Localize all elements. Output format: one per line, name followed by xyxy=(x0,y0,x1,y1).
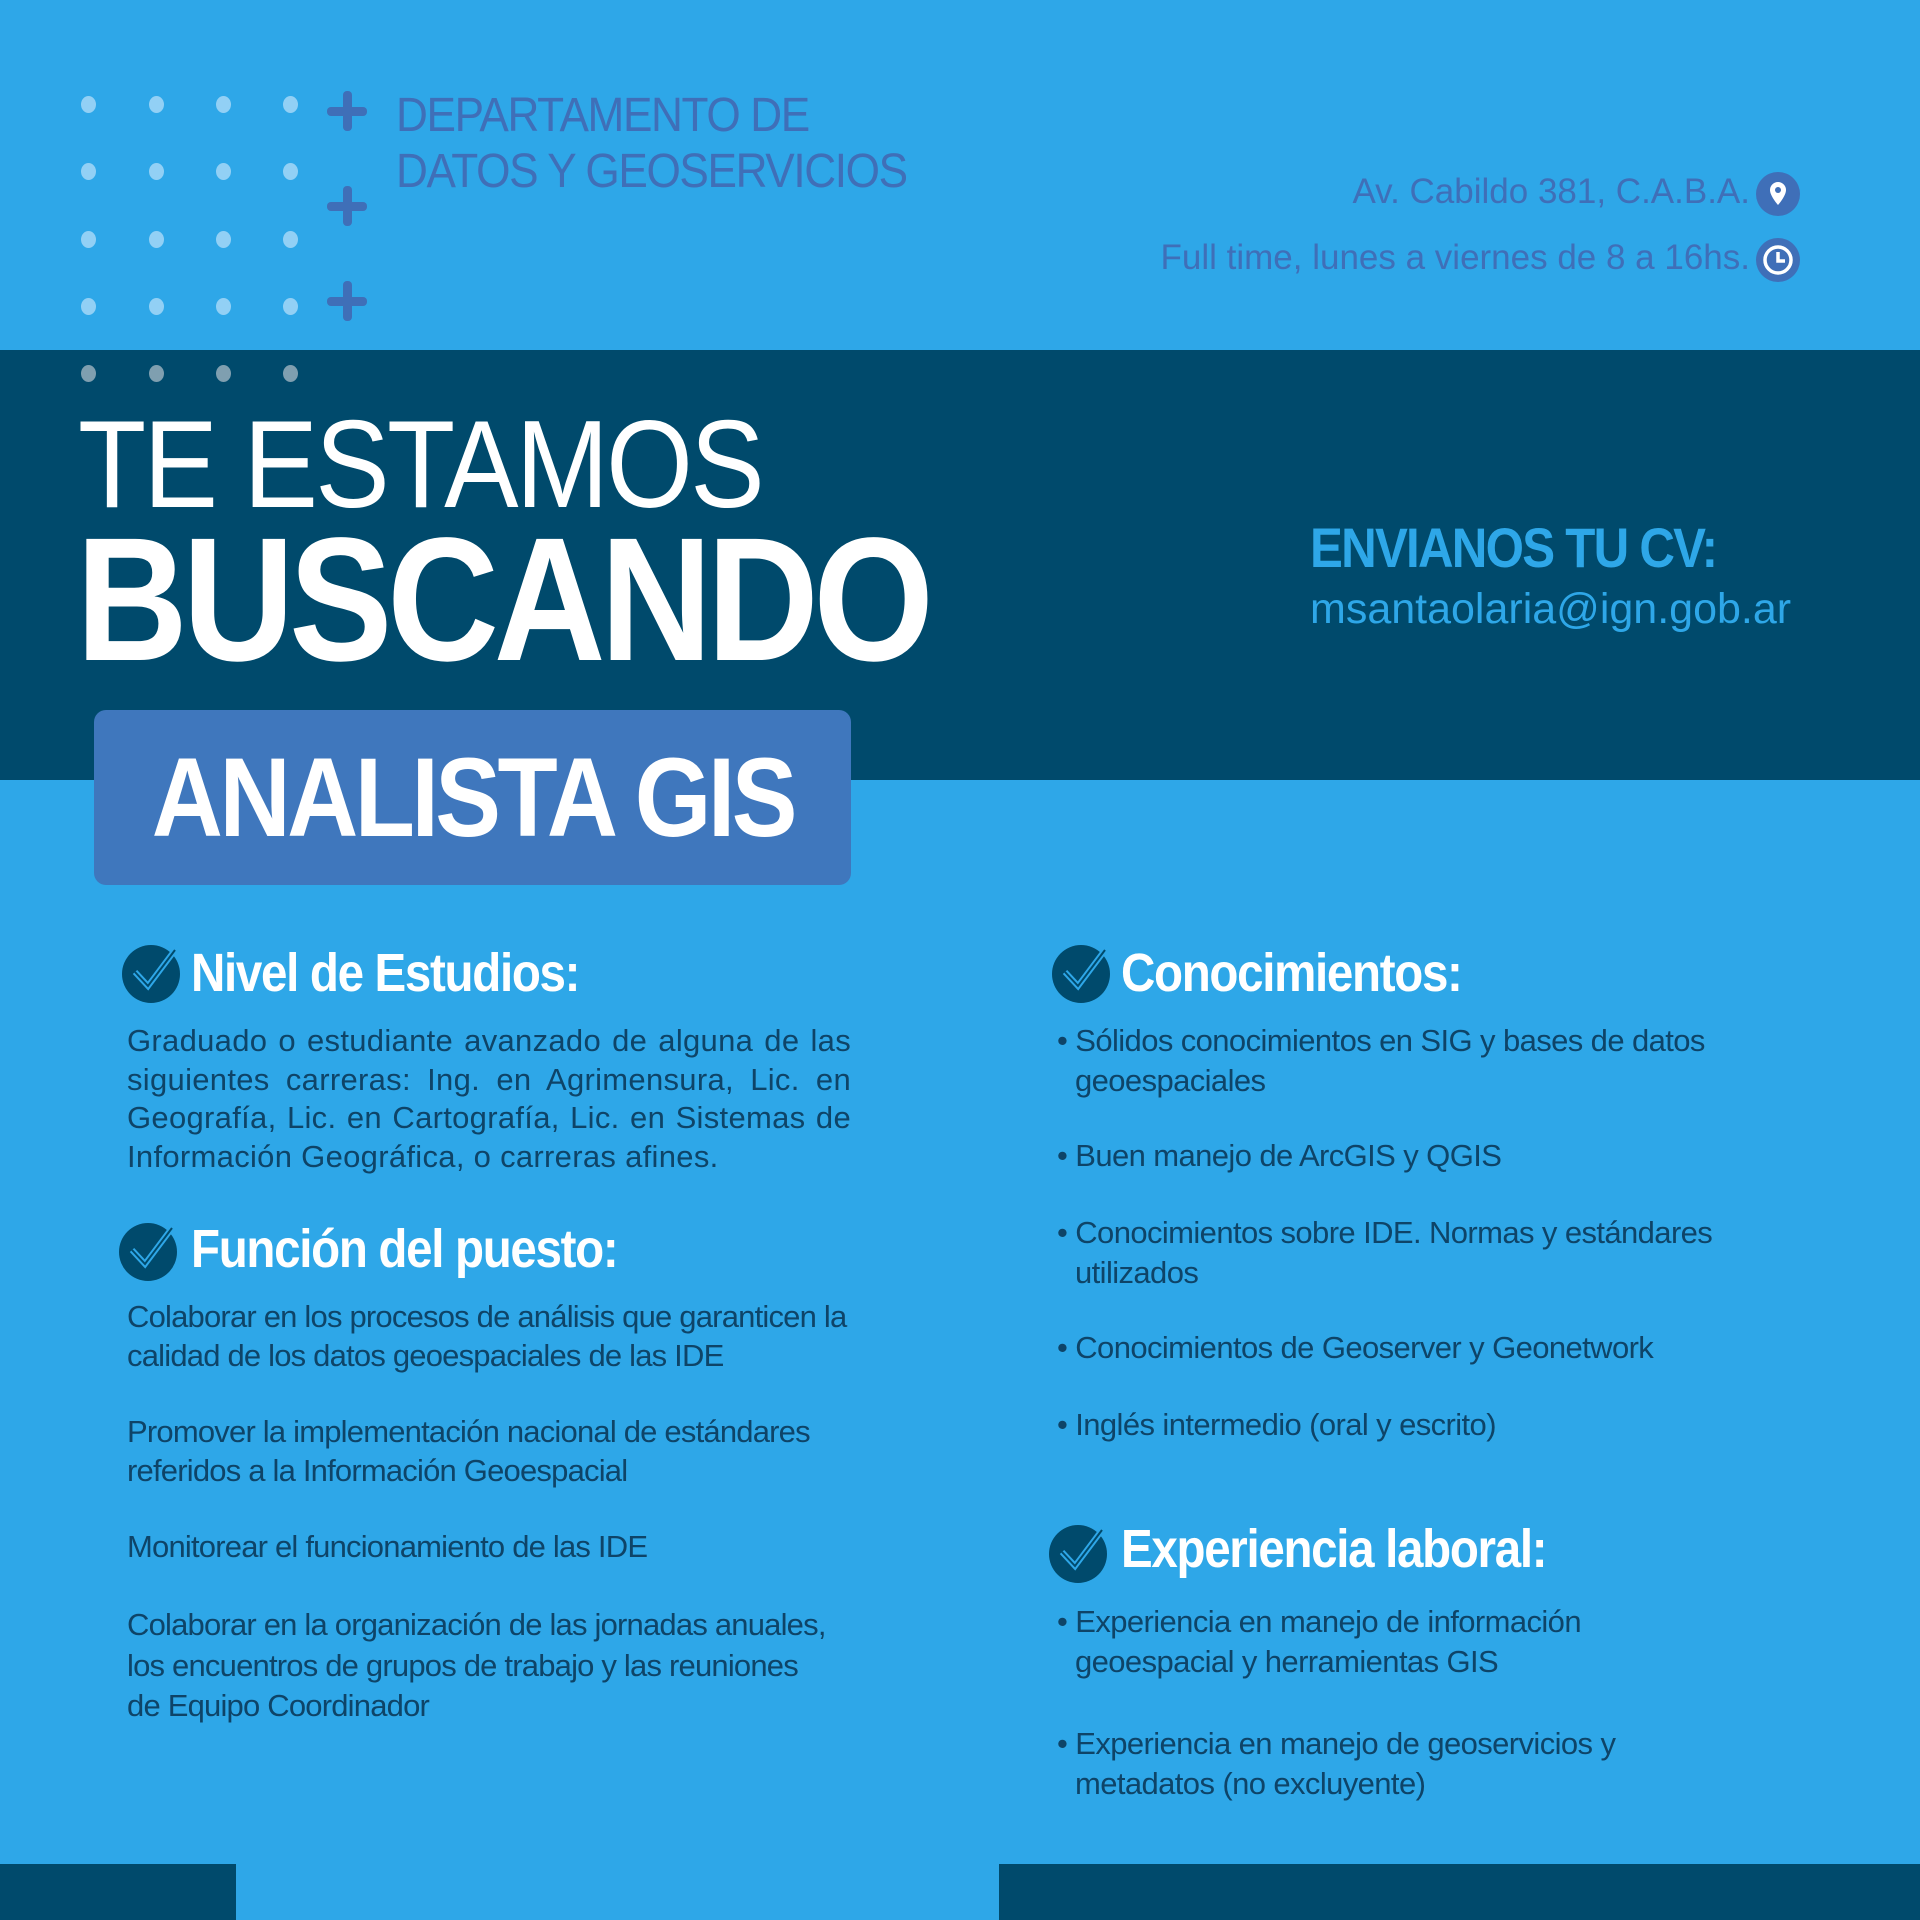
plus-icon xyxy=(327,281,367,321)
headline-line-1: TE ESTAMOS xyxy=(78,396,763,534)
decorative-dot xyxy=(149,365,164,382)
plus-icon xyxy=(327,91,367,131)
decorative-dot xyxy=(149,96,164,113)
location-pin-icon xyxy=(1756,172,1800,216)
funcion-item: Colaborar en la organización de las jornadas anuales, los encuentros de grupos de trabajo y las reuniones de Equipo Coordinador xyxy=(127,1607,826,1723)
department-title xyxy=(396,88,907,200)
decorative-dot xyxy=(81,96,96,113)
conocimientos-item: • Conocimientos sobre IDE. Normas y estándares utilizados xyxy=(1057,1215,1713,1290)
decorative-dot xyxy=(283,231,298,248)
decorative-dot xyxy=(283,163,298,180)
role-title: ANALISTA GIS xyxy=(151,735,794,860)
experiencia-item: • Experiencia en manejo de geoservicios y metadatos (no excluyente) xyxy=(1057,1726,1616,1801)
conocimientos-item: • Inglés intermedio (oral y escrito) xyxy=(1057,1407,1496,1442)
decorative-dot xyxy=(81,163,96,180)
decorative-dot xyxy=(283,298,298,315)
funcion-item: Promover la implementación nacional de estándares referidos a la Información Geoespacial xyxy=(127,1414,810,1488)
clock-icon xyxy=(1756,238,1800,282)
check-circle-icon xyxy=(1051,942,1113,1004)
plus-icon xyxy=(327,186,367,226)
decorative-dot xyxy=(216,298,231,315)
check-circle-icon xyxy=(118,1220,180,1282)
section-title-experiencia: Experiencia laboral: xyxy=(1121,1519,1547,1579)
decorative-dot xyxy=(283,365,298,382)
check-circle-icon xyxy=(1048,1522,1110,1584)
funcion-item: Colaborar en los procesos de análisis que garanticen la calidad de los datos geoespaciales de las IDE xyxy=(127,1299,847,1373)
decorative-dot xyxy=(149,231,164,248)
section-title-estudios: Nivel de Estudios: xyxy=(191,943,580,1003)
department-line-2: DATOS Y GEOSERVICIOS xyxy=(396,145,907,198)
email-link[interactable]: msantaolaria@ign.gob.ar xyxy=(1310,585,1792,633)
schedule-text: Full time, lunes a viernes de 8 a 16hs. xyxy=(1160,238,1750,277)
conocimientos-item: • Sólidos conocimientos en SIG y bases de datos geoespaciales xyxy=(1057,1023,1705,1098)
decorative-dot xyxy=(149,298,164,315)
role-badge xyxy=(94,710,851,885)
footer-bar-right xyxy=(999,1864,1920,1920)
address-text: Av. Cabildo 381, C.A.B.A. xyxy=(1352,172,1750,211)
funcion-item: Monitorear el funcionamiento de las IDE xyxy=(127,1529,648,1564)
conocimientos-item: • Buen manejo de ArcGIS y QGIS xyxy=(1057,1138,1502,1173)
decorative-dot xyxy=(216,365,231,382)
decorative-dot xyxy=(81,365,96,382)
decorative-dot xyxy=(216,96,231,113)
check-circle-icon xyxy=(121,942,183,1004)
experiencia-item: • Experiencia en manejo de información geoespacial y herramientas GIS xyxy=(1057,1604,1581,1679)
estudios-text: Graduado o estudiante avanzado de alguna de las siguientes carreras: Ing. en Agrimensura, Lic. en Geografía, Lic. en Cartografía, Lic. en Sistemas de Información Geográfica, o carreras afines. xyxy=(127,1023,851,1174)
conocimientos-item: • Conocimientos de Geoserver y Geonetwork xyxy=(1057,1330,1654,1365)
cv-label: ENVIANOS TU CV: xyxy=(1310,516,1717,579)
footer-bar-left xyxy=(0,1864,236,1920)
decorative-dot xyxy=(81,231,96,248)
decorative-dot xyxy=(149,163,164,180)
decorative-dot xyxy=(216,231,231,248)
decorative-dot xyxy=(81,298,96,315)
decorative-dot xyxy=(216,163,231,180)
headline-line-2: BUSCANDO xyxy=(76,502,929,698)
decorative-dot xyxy=(283,96,298,113)
section-title-conocimientos: Conocimientos: xyxy=(1121,943,1462,1003)
department-line-1: DEPARTAMENTO DE xyxy=(396,89,809,142)
section-title-funcion: Función del puesto: xyxy=(191,1219,618,1279)
